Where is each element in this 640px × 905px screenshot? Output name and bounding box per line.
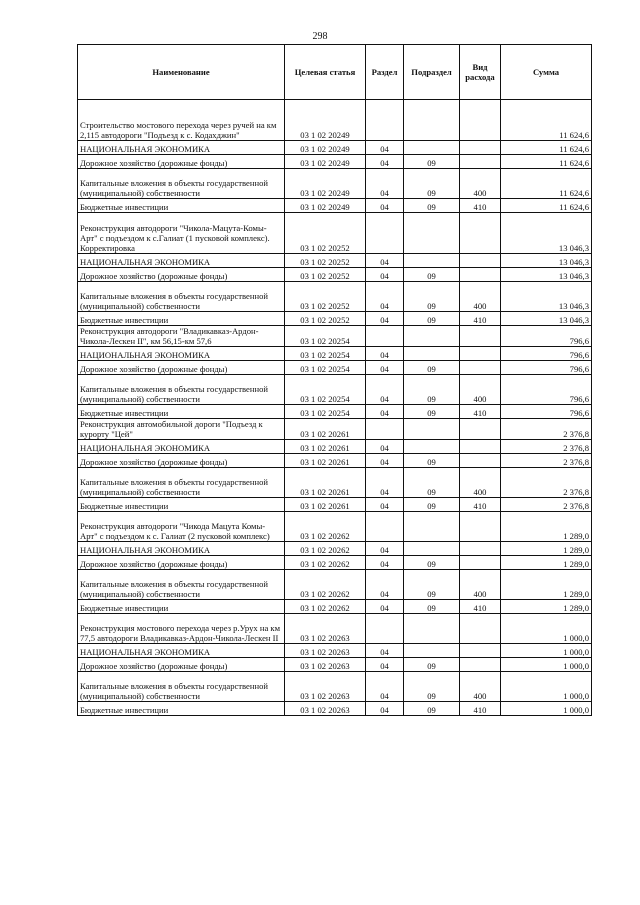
row-expense-type: 410 — [460, 498, 501, 512]
row-expense-type: 400 — [460, 282, 501, 312]
row-expense-type: 410 — [460, 405, 501, 419]
row-expense-type — [460, 658, 501, 672]
row-amount: 796,6 — [501, 375, 592, 405]
table-row — [78, 155, 592, 169]
row-expense-type — [460, 542, 501, 556]
row-expense-type: 410 — [460, 702, 501, 716]
row-name: Бюджетные инвестиции — [78, 600, 285, 614]
row-article: 03 1 02 20261 — [285, 468, 366, 498]
row-amount: 1 289,0 — [501, 570, 592, 600]
table-row — [78, 419, 592, 440]
row-subsection: 09 — [404, 570, 460, 600]
row-article: 03 1 02 20252 — [285, 254, 366, 268]
row-section — [366, 100, 404, 141]
row-expense-type — [460, 141, 501, 155]
row-expense-type: 400 — [460, 672, 501, 702]
row-name: Бюджетные инвестиции — [78, 405, 285, 419]
row-name: Реконструкция автодороги "Чикола-Мацута-Комы-Арт" с подъездом к с.Галиат (1 пусковой комплекс). Корректировка — [78, 213, 285, 254]
row-section: 04 — [366, 169, 404, 199]
row-amount: 2 376,8 — [501, 498, 592, 512]
table-row — [78, 100, 592, 141]
row-name: Дорожное хозяйство (дорожные фонды) — [78, 556, 285, 570]
row-name: Бюджетные инвестиции — [78, 199, 285, 213]
row-amount: 11 624,6 — [501, 169, 592, 199]
row-subsection: 09 — [404, 282, 460, 312]
row-name: Дорожное хозяйство (дорожные фонды) — [78, 658, 285, 672]
row-article: 03 1 02 20254 — [285, 361, 366, 375]
row-subsection: 09 — [404, 658, 460, 672]
row-name: Дорожное хозяйство (дорожные фонды) — [78, 361, 285, 375]
table-row — [78, 268, 592, 282]
row-article: 03 1 02 20263 — [285, 672, 366, 702]
table-row — [78, 614, 592, 644]
table-row — [78, 498, 592, 512]
row-name: Строительство мостового перехода через ручей на км 2,115 автодороги "Подъезд к с. Кодахджин" — [78, 100, 285, 141]
row-article: 03 1 02 20261 — [285, 498, 366, 512]
row-section: 04 — [366, 570, 404, 600]
row-amount: 1 289,0 — [501, 556, 592, 570]
row-section: 04 — [366, 268, 404, 282]
row-section: 04 — [366, 312, 404, 326]
row-article: 03 1 02 20254 — [285, 375, 366, 405]
row-expense-type — [460, 644, 501, 658]
table-row — [78, 556, 592, 570]
row-section — [366, 512, 404, 542]
table-header-row — [78, 45, 592, 100]
row-name: Бюджетные инвестиции — [78, 312, 285, 326]
row-amount: 13 046,3 — [501, 254, 592, 268]
row-subsection: 09 — [404, 454, 460, 468]
row-article: 03 1 02 20252 — [285, 213, 366, 254]
table-row — [78, 326, 592, 347]
row-name: Реконструкция автомобильной дороги "Подъезд к курорту "Цей" — [78, 419, 285, 440]
row-amount: 2 376,8 — [501, 440, 592, 454]
row-amount: 796,6 — [501, 405, 592, 419]
header-name: Наименование — [78, 45, 285, 100]
row-subsection — [404, 644, 460, 658]
row-name: Реконструкция автодороги "Владикавказ-Ардон-Чикола-Лескен II", км 56,15-км 57,6 — [78, 326, 285, 347]
row-section: 04 — [366, 454, 404, 468]
row-name: Капитальные вложения в объекты государственной (муниципальной) собственности — [78, 282, 285, 312]
row-subsection: 09 — [404, 702, 460, 716]
row-subsection: 09 — [404, 672, 460, 702]
table-row — [78, 169, 592, 199]
row-amount: 1 289,0 — [501, 600, 592, 614]
table-row — [78, 600, 592, 614]
row-section: 04 — [366, 600, 404, 614]
row-name: НАЦИОНАЛЬНАЯ ЭКОНОМИКА — [78, 347, 285, 361]
row-article: 03 1 02 20262 — [285, 600, 366, 614]
row-article: 03 1 02 20263 — [285, 702, 366, 716]
row-article: 03 1 02 20254 — [285, 326, 366, 347]
table-row — [78, 375, 592, 405]
row-article: 03 1 02 20252 — [285, 312, 366, 326]
row-amount: 13 046,3 — [501, 312, 592, 326]
row-section: 04 — [366, 468, 404, 498]
row-amount: 1 000,0 — [501, 672, 592, 702]
table-row — [78, 361, 592, 375]
row-amount: 2 376,8 — [501, 419, 592, 440]
row-amount: 796,6 — [501, 361, 592, 375]
row-section: 04 — [366, 155, 404, 169]
row-article: 03 1 02 20263 — [285, 614, 366, 644]
row-subsection: 09 — [404, 199, 460, 213]
row-name: Дорожное хозяйство (дорожные фонды) — [78, 268, 285, 282]
table-body — [78, 100, 592, 716]
table-row — [78, 658, 592, 672]
row-amount: 11 624,6 — [501, 100, 592, 141]
row-amount: 1 000,0 — [501, 658, 592, 672]
row-article: 03 1 02 20262 — [285, 570, 366, 600]
row-subsection: 09 — [404, 556, 460, 570]
row-article: 03 1 02 20261 — [285, 454, 366, 468]
row-article: 03 1 02 20249 — [285, 169, 366, 199]
header-article: Целевая статья — [285, 45, 366, 100]
row-expense-type — [460, 100, 501, 141]
row-amount: 2 376,8 — [501, 468, 592, 498]
table-row — [78, 254, 592, 268]
row-subsection: 09 — [404, 498, 460, 512]
row-section — [366, 213, 404, 254]
row-amount: 13 046,3 — [501, 213, 592, 254]
row-expense-type: 410 — [460, 199, 501, 213]
row-name: Капитальные вложения в объекты государственной (муниципальной) собственности — [78, 375, 285, 405]
row-subsection — [404, 326, 460, 347]
row-section: 04 — [366, 347, 404, 361]
row-subsection: 09 — [404, 312, 460, 326]
row-name: НАЦИОНАЛЬНАЯ ЭКОНОМИКА — [78, 440, 285, 454]
row-amount: 11 624,6 — [501, 141, 592, 155]
row-section: 04 — [366, 361, 404, 375]
row-name: НАЦИОНАЛЬНАЯ ЭКОНОМИКА — [78, 542, 285, 556]
row-expense-type — [460, 361, 501, 375]
row-article: 03 1 02 20252 — [285, 282, 366, 312]
row-subsection — [404, 419, 460, 440]
budget-table — [77, 44, 592, 716]
row-subsection — [404, 141, 460, 155]
row-amount: 13 046,3 — [501, 282, 592, 312]
row-subsection: 09 — [404, 361, 460, 375]
row-expense-type — [460, 419, 501, 440]
row-name: НАЦИОНАЛЬНАЯ ЭКОНОМИКА — [78, 254, 285, 268]
row-expense-type — [460, 440, 501, 454]
row-name: Капитальные вложения в объекты государственной (муниципальной) собственности — [78, 672, 285, 702]
header-amount: Сумма — [501, 45, 592, 100]
row-article: 03 1 02 20249 — [285, 100, 366, 141]
page-number: 298 — [312, 31, 328, 42]
row-article: 03 1 02 20254 — [285, 347, 366, 361]
row-amount: 1 289,0 — [501, 542, 592, 556]
row-section — [366, 326, 404, 347]
row-section: 04 — [366, 254, 404, 268]
row-subsection — [404, 347, 460, 361]
header-expense-type: Вид расхода — [460, 45, 501, 100]
header-section: Раздел — [366, 45, 404, 100]
table-row — [78, 644, 592, 658]
row-article: 03 1 02 20263 — [285, 658, 366, 672]
row-amount: 1 000,0 — [501, 614, 592, 644]
row-expense-type — [460, 347, 501, 361]
row-expense-type: 400 — [460, 375, 501, 405]
row-subsection — [404, 100, 460, 141]
row-subsection: 09 — [404, 600, 460, 614]
row-name: НАЦИОНАЛЬНАЯ ЭКОНОМИКА — [78, 141, 285, 155]
row-expense-type: 400 — [460, 570, 501, 600]
row-section: 04 — [366, 375, 404, 405]
row-article: 03 1 02 20262 — [285, 556, 366, 570]
row-article: 03 1 02 20261 — [285, 419, 366, 440]
row-section: 04 — [366, 498, 404, 512]
row-section: 04 — [366, 556, 404, 570]
row-subsection — [404, 213, 460, 254]
table-row — [78, 405, 592, 419]
row-article: 03 1 02 20254 — [285, 405, 366, 419]
row-amount: 1 000,0 — [501, 702, 592, 716]
row-name: Дорожное хозяйство (дорожные фонды) — [78, 155, 285, 169]
row-amount: 11 624,6 — [501, 199, 592, 213]
row-expense-type — [460, 454, 501, 468]
table-row — [78, 672, 592, 702]
row-name: Капитальные вложения в объекты государственной (муниципальной) собственности — [78, 169, 285, 199]
table-row — [78, 440, 592, 454]
row-expense-type: 400 — [460, 169, 501, 199]
row-name: Бюджетные инвестиции — [78, 498, 285, 512]
row-subsection — [404, 254, 460, 268]
table-row — [78, 468, 592, 498]
table-row — [78, 347, 592, 361]
row-article: 03 1 02 20249 — [285, 199, 366, 213]
row-expense-type: 410 — [460, 312, 501, 326]
row-name: Дорожное хозяйство (дорожные фонды) — [78, 454, 285, 468]
row-section: 04 — [366, 440, 404, 454]
row-subsection: 09 — [404, 375, 460, 405]
table-row — [78, 199, 592, 213]
table-row — [78, 312, 592, 326]
row-article: 03 1 02 20261 — [285, 440, 366, 454]
row-amount: 13 046,3 — [501, 268, 592, 282]
row-article: 03 1 02 20249 — [285, 155, 366, 169]
row-subsection — [404, 542, 460, 556]
row-name: НАЦИОНАЛЬНАЯ ЭКОНОМИКА — [78, 644, 285, 658]
row-expense-type — [460, 268, 501, 282]
table-row — [78, 702, 592, 716]
row-expense-type: 410 — [460, 600, 501, 614]
row-expense-type — [460, 512, 501, 542]
row-section: 04 — [366, 542, 404, 556]
row-expense-type — [460, 556, 501, 570]
row-article: 03 1 02 20262 — [285, 512, 366, 542]
row-section: 04 — [366, 405, 404, 419]
row-section: 04 — [366, 282, 404, 312]
row-name: Капитальные вложения в объекты государственной (муниципальной) собственности — [78, 570, 285, 600]
row-subsection: 09 — [404, 268, 460, 282]
row-section: 04 — [366, 644, 404, 658]
table-row — [78, 141, 592, 155]
row-section: 04 — [366, 672, 404, 702]
row-expense-type: 400 — [460, 468, 501, 498]
row-section — [366, 419, 404, 440]
row-subsection: 09 — [404, 155, 460, 169]
row-expense-type — [460, 614, 501, 644]
row-amount: 796,6 — [501, 326, 592, 347]
row-section: 04 — [366, 702, 404, 716]
table-row — [78, 512, 592, 542]
row-article: 03 1 02 20263 — [285, 644, 366, 658]
row-subsection: 09 — [404, 405, 460, 419]
row-amount: 796,6 — [501, 347, 592, 361]
row-expense-type — [460, 326, 501, 347]
row-section: 04 — [366, 658, 404, 672]
row-subsection: 09 — [404, 169, 460, 199]
row-section: 04 — [366, 141, 404, 155]
table-row — [78, 213, 592, 254]
row-amount: 1 000,0 — [501, 644, 592, 658]
row-article: 03 1 02 20262 — [285, 542, 366, 556]
row-article: 03 1 02 20249 — [285, 141, 366, 155]
table-row — [78, 570, 592, 600]
row-subsection — [404, 614, 460, 644]
row-name: Реконструкция автодороги "Чикода Мацута Комы-Арт" с подъездом к с. Галиат (2 пусковой комплекс) — [78, 512, 285, 542]
table-row — [78, 454, 592, 468]
row-subsection: 09 — [404, 468, 460, 498]
row-expense-type — [460, 155, 501, 169]
row-amount: 1 289,0 — [501, 512, 592, 542]
table-row — [78, 542, 592, 556]
row-name: Реконструкция мостового перехода через р.Урух на км 77,5 автодороги Владикавказ-Ардон-Чикола-Лескен II — [78, 614, 285, 644]
row-amount: 2 376,8 — [501, 454, 592, 468]
row-expense-type — [460, 254, 501, 268]
row-section — [366, 614, 404, 644]
row-name: Бюджетные инвестиции — [78, 702, 285, 716]
row-subsection — [404, 512, 460, 542]
row-subsection — [404, 440, 460, 454]
row-name: Капитальные вложения в объекты государственной (муниципальной) собственности — [78, 468, 285, 498]
row-expense-type — [460, 213, 501, 254]
row-section: 04 — [366, 199, 404, 213]
row-amount: 11 624,6 — [501, 155, 592, 169]
header-subsection: Подраздел — [404, 45, 460, 100]
table-row — [78, 282, 592, 312]
row-article: 03 1 02 20252 — [285, 268, 366, 282]
